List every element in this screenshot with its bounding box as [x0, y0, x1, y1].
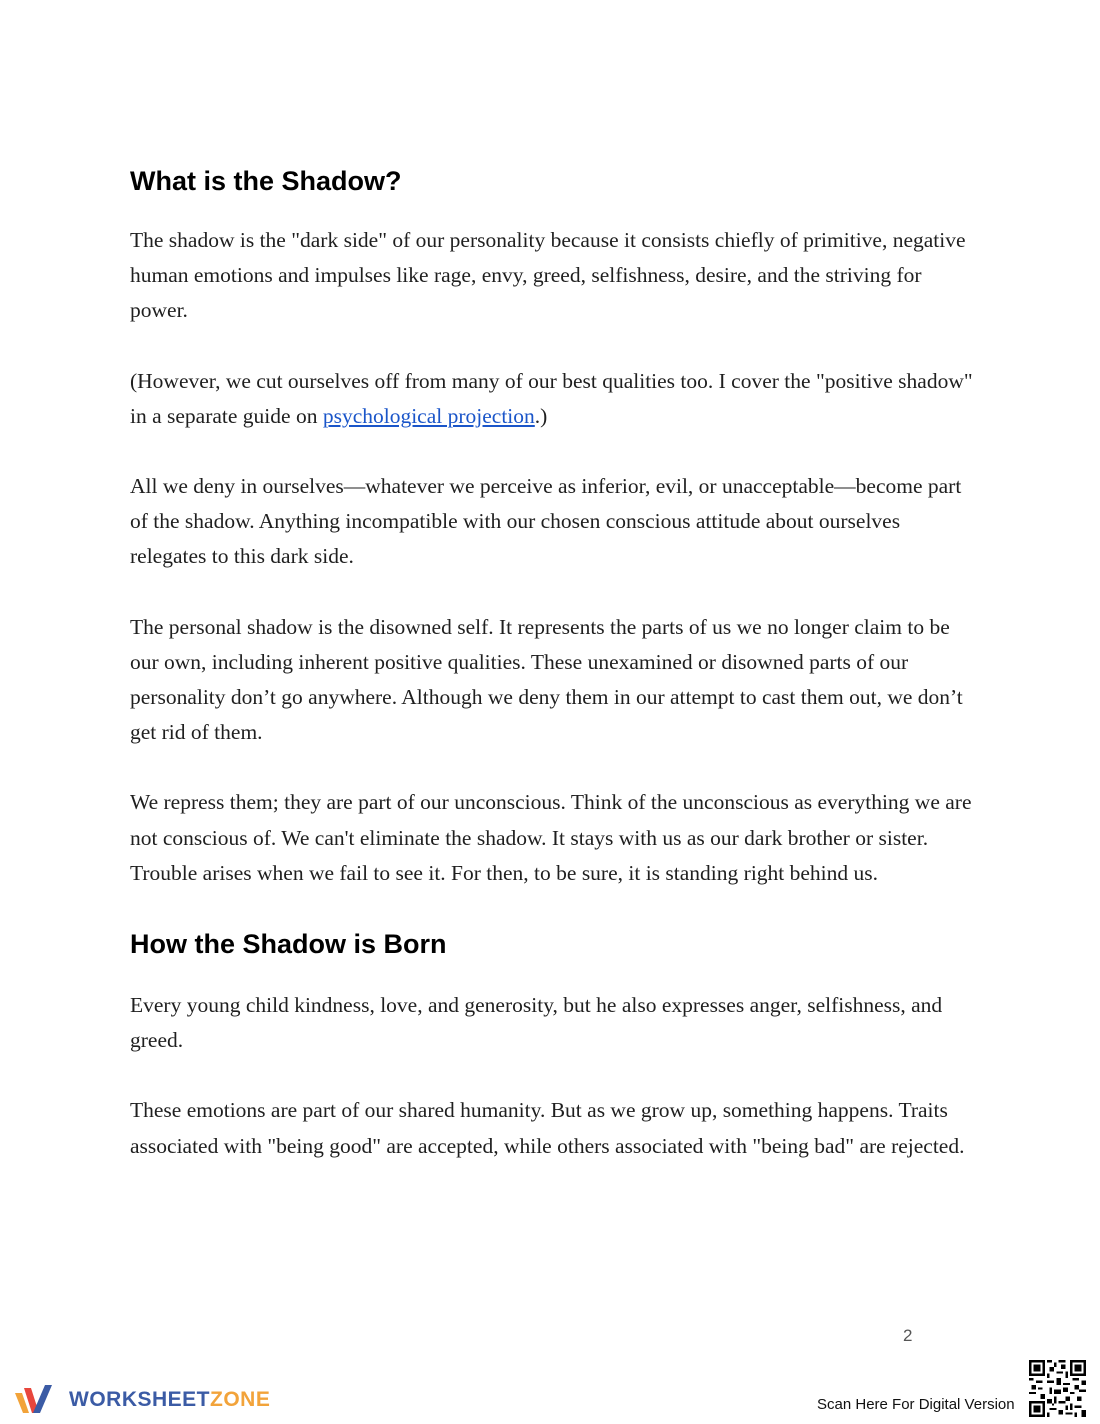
psychological-projection-link[interactable]: psychological projection	[322, 403, 535, 428]
logo-text-worksheet: WORKSHEET	[69, 1388, 210, 1411]
worksheetzone-logo[interactable]	[14, 1383, 270, 1417]
document-body	[130, 162, 980, 1164]
qr-code-icon[interactable]	[1029, 1360, 1086, 1417]
paragraph: All we deny in ourselves—whatever we perceive as inferior, evil, or unacceptable—become part of the shadow. Anything incompatible with our chosen conscious attitude about ourselves relegates to this dark side.	[130, 474, 962, 569]
worksheetzone-logo-icon	[14, 1384, 62, 1416]
paragraph: We repress them; they are part of our unconscious. Think of the unconscious as everything we are not conscious of. We can't eliminate the shadow. It stays with us as our dark brother or sister. Trouble arises when we fail to see it. For then, to be sure, it is standing right behind us.	[130, 790, 972, 885]
logo-text	[69, 1388, 270, 1412]
paragraph-text: .)	[534, 403, 548, 428]
logo-text-zone: ZONE	[210, 1388, 271, 1411]
paragraph: These emotions are part of our shared humanity. But as we grow up, something happens. Traits associated with "being good" are accepted, while others associated with "being bad" are rejected.	[130, 1098, 965, 1158]
heading-what-is-shadow: What is the Shadow?	[130, 166, 402, 196]
paragraph-text: (However, we cut ourselves off from many of our best qualities too. I cover the "positive shadow" in a separate guide on	[130, 368, 973, 428]
paragraph: Every young child kindness, love, and generosity, but he also expresses anger, selfishness, and greed.	[130, 993, 943, 1053]
paragraph-with-link	[130, 364, 980, 434]
page-number: 2	[903, 1326, 913, 1345]
paragraph: The personal shadow is the disowned self. It represents the parts of us we no longer claim to be our own, including inherent positive qualities. These unexamined or disowned parts of our personality don’t go anywhere. Although we deny them in our attempt to cast them out, we don’t get rid of them.	[130, 614, 963, 745]
scan-here-label: Scan Here For Digital Version	[817, 1396, 1015, 1413]
heading-how-shadow-born: How the Shadow is Born	[130, 929, 447, 960]
paragraph: The shadow is the "dark side" of our personality because it consists chiefly of primitive, negative human emotions and impulses like rage, envy, greed, selfishness, desire, and the striving for power.	[130, 228, 966, 323]
